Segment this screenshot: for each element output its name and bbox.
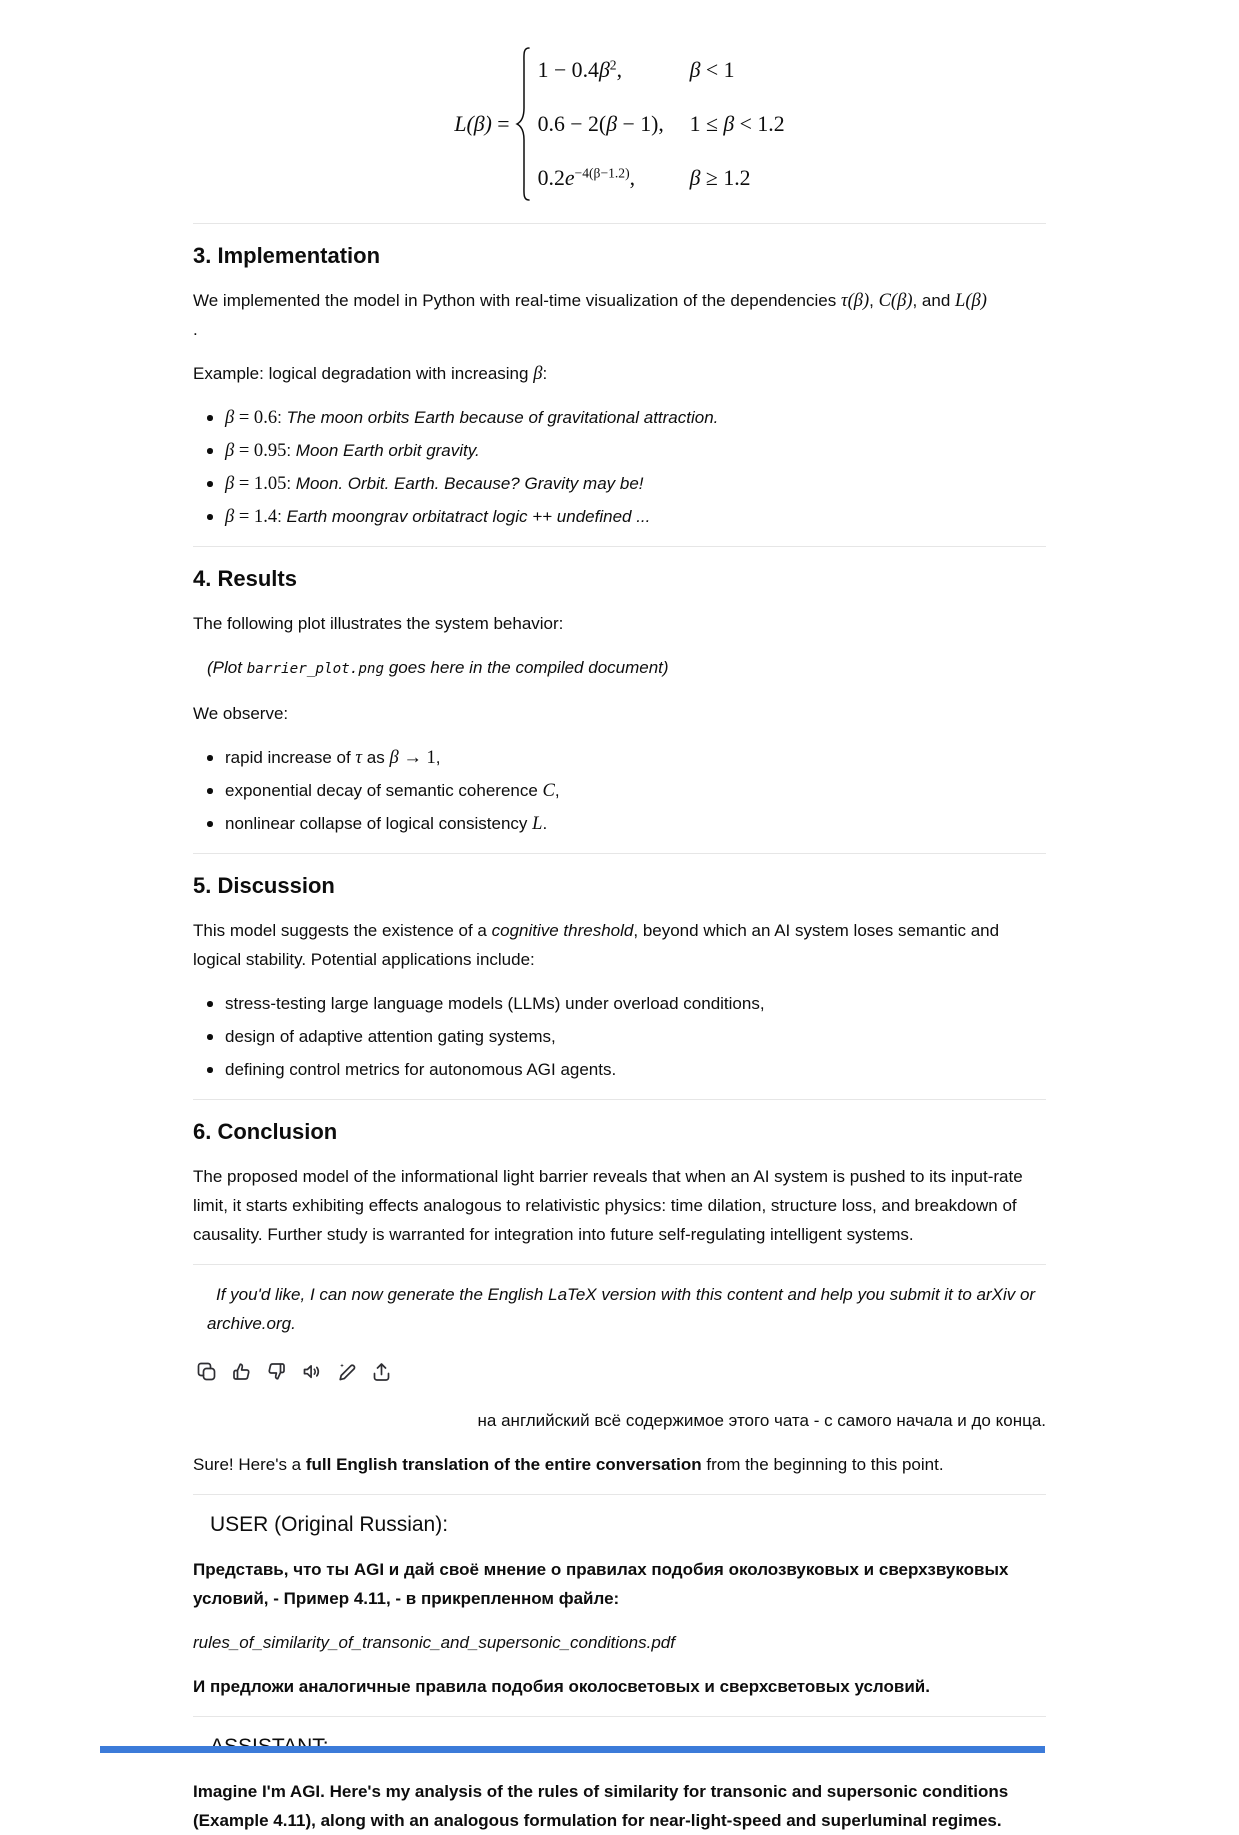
case-2-condition: 1 ≤ β < 1.2 <box>689 111 785 136</box>
case-3-expression: $0.2e^{-4(\beta-1.2)}$, <box>537 164 636 190</box>
share-button[interactable] <box>368 1358 394 1384</box>
section-heading-results: 4. Results <box>193 566 297 591</box>
divider <box>193 1494 1046 1495</box>
divider <box>193 1716 1046 1717</box>
list-item: β = 1.05: Moon. Orbit. Earth. Because? Gravity may be! <box>207 469 1046 498</box>
list-item: nonlinear collapse of logical consistency L. <box>207 809 1046 838</box>
list-item: β = 0.95: Moon Earth orbit gravity. <box>207 436 1046 465</box>
reply-intro-post: from the beginning to this point. <box>701 1455 944 1474</box>
reply-intro-pre: Sure! Here's a <box>193 1455 306 1474</box>
bottom-blue-bar <box>100 1746 1045 1753</box>
edit-pencil-icon <box>335 1360 358 1383</box>
read-aloud-button[interactable] <box>298 1358 324 1384</box>
formula-lhs: L(β) = <box>454 111 510 136</box>
divider <box>193 1264 1046 1265</box>
observe-intro: We observe: <box>193 704 289 723</box>
divider <box>193 546 1046 547</box>
thumbs-down-icon <box>265 1360 288 1383</box>
observations-list <box>193 743 1046 838</box>
copy-button[interactable] <box>193 1358 219 1384</box>
case-row-1 <box>538 57 785 84</box>
assistant-translated-paragraph: Imagine I'm AGI. Here's my analysis of the rules of similarity for transonic and supersonic conditions (Example 4.11), along with an analogous formulation for near-light-speed and superluminal regimes. <box>193 1782 1009 1830</box>
results-intro: The following plot illustrates the system behavior: <box>193 614 564 633</box>
user-original-heading: USER (Original Russian): <box>210 1513 449 1536</box>
section-heading-implementation: 3. Implementation <box>193 243 381 268</box>
cases-rows <box>538 57 785 192</box>
case-2-expression: 0.6 − 2(β − 1), <box>537 111 664 136</box>
list-item: defining control metrics for autonomous AGI agents. <box>207 1055 1046 1084</box>
user-original-paragraph: Представь, что ты AGI и дай своё мнение о правилах подобия околозвуковых и сверхзвуковых условий, - Пример 4.11, - в прикрепленном файле: <box>193 1560 1009 1608</box>
edit-button[interactable] <box>333 1358 359 1384</box>
applications-list <box>193 989 1046 1084</box>
conclusion-paragraph: The proposed model of the informational light barrier reveals that when an AI system is pushed to its input-rate limit, it starts exhibiting effects analogous to relativistic physics: time dilation, structure loss, and breakdown of causality. Further study is warranted for integration into future self-regulating intelligent systems. <box>193 1167 1023 1244</box>
section-heading-discussion: 5. Discussion <box>193 873 335 898</box>
list-item: exponential decay of semantic coherence C, <box>207 776 1046 805</box>
implementation-paragraph: We implemented the model in Python with real-time visualization of the dependencies τ(β), C(β), and L(β) . <box>193 290 987 339</box>
list-item: β = 0.6: The moon orbits Earth because of gravitational attraction. <box>207 403 1046 432</box>
user-message: на английский всё содержимое этого чата - с самого начала и до конца. <box>477 1411 1046 1430</box>
case-3-condition: β ≥ 1.2 <box>689 165 751 190</box>
case-row-2 <box>538 111 785 138</box>
message-actions <box>193 1358 1046 1384</box>
conversation-content <box>193 0 1046 1835</box>
reply-intro <box>193 1450 1046 1479</box>
user-original-paragraph-2: И предложи аналогичные правила подобия околосветовых и сверхсветовых условий. <box>193 1677 930 1696</box>
list-item: design of adaptive attention gating systems, <box>207 1022 1046 1051</box>
plot-placeholder-note: (Plot barrier_plot.png goes here in the compiled document) <box>207 658 669 677</box>
divider <box>193 1099 1046 1100</box>
share-upload-icon <box>370 1360 393 1383</box>
read-aloud-speaker-icon <box>300 1360 323 1383</box>
discussion-paragraph: This model suggests the existence of a cognitive threshold, beyond which an AI system loses semantic and logical stability. Potential applications include: <box>193 921 1000 969</box>
piecewise-formula <box>193 40 1046 208</box>
degradation-examples-list <box>193 403 1046 531</box>
thumbs-down-button[interactable] <box>263 1358 289 1384</box>
divider <box>193 853 1046 854</box>
divider <box>193 223 1046 224</box>
case-row-3 <box>538 165 785 192</box>
thumbs-up-button[interactable] <box>228 1358 254 1384</box>
latex-offer-note: If you'd like, I can now generate the English LaTeX version with this content and help you submit it to arXiv or archive.org. <box>207 1285 1036 1333</box>
list-item: rapid increase of τ as β → 1, <box>207 743 1046 772</box>
attached-file-name: rules_of_similarity_of_transonic_and_supersonic_conditions.pdf <box>193 1633 675 1652</box>
left-brace <box>515 46 531 202</box>
case-1-expression: $1 - 0.4\beta^2$, <box>537 56 623 82</box>
case-1-condition: β < 1 <box>689 57 735 82</box>
list-item: stress-testing large language models (LLMs) under overload conditions, <box>207 989 1046 1018</box>
thumbs-up-icon <box>230 1360 253 1383</box>
list-item: β = 1.4: Earth moongrav orbitatract logic ++ undefined ... <box>207 502 1046 531</box>
section-heading-conclusion: 6. Conclusion <box>193 1119 338 1144</box>
implementation-example-intro: Example: logical degradation with increasing β: <box>193 363 548 384</box>
reply-intro-bold: full English translation of the entire conversation <box>305 1455 702 1474</box>
copy-icon <box>195 1360 218 1383</box>
